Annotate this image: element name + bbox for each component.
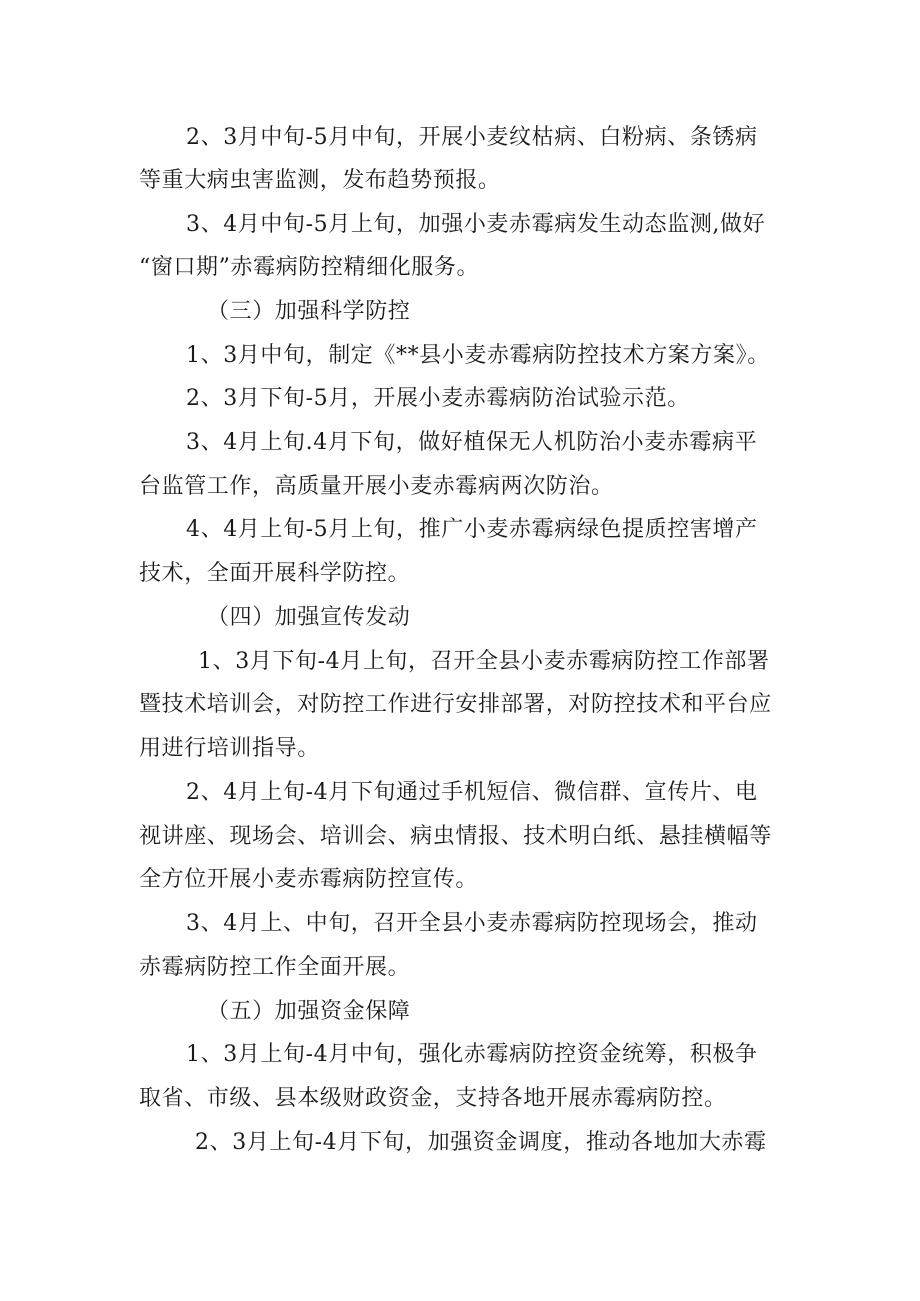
paragraph-line: 用进行培训指导。	[139, 736, 320, 761]
paragraph-line: 暨技术培训会，对防控工作进行安排部署，对防控技术和平台应	[139, 692, 772, 717]
paragraph-line: 取省、市级、县本级财政资金，支持各地开展赤霉病防控。	[139, 1086, 727, 1111]
paragraph-line: 2、3月上旬-4月下旬，加强资金调度，推动各地加大赤霉	[195, 1130, 767, 1155]
paragraph-line: 3、4月中旬-5月上旬，加强小麦赤霉病发生动态监测,做好	[186, 212, 766, 237]
paragraph-line: 1、3月上旬-4月中旬，强化赤霉病防控资金统筹，积极争	[186, 1042, 758, 1067]
paragraph-line: 2、3月下旬-5月，开展小麦赤霉病防治试验示范。	[186, 386, 690, 411]
paragraph-line: 台监管工作，高质量开展小麦赤霉病两次防治。	[139, 474, 614, 499]
section-heading: （三）加强科学防控	[207, 299, 411, 324]
section-heading: （四）加强宣传发动	[207, 605, 411, 630]
paragraph-line: 1、3月中旬，制定《**县小麦赤霉病防控技术方案方案》。	[186, 343, 770, 368]
paragraph-line: 1、3月下旬-4月上旬，召开全县小麦赤霉病防控工作部署	[198, 649, 770, 674]
paragraph-line: 3、4月上、中旬，召开全县小麦赤霉病防控现场会，推动	[186, 911, 758, 936]
paragraph-line: 视讲座、现场会、培训会、病虫情报、技术明白纸、悬挂横幅等	[139, 824, 772, 849]
paragraph-line: 2、4月上旬-4月下旬通过手机短信、微信群、宣传片、电	[186, 780, 758, 805]
paragraph-line: 赤霉病防控工作全面开展。	[139, 955, 411, 980]
section-heading: （五）加强资金保障	[207, 999, 411, 1024]
paragraph-line: 技术，全面开展科学防控。	[139, 561, 411, 586]
paragraph-line: 等重大病虫害监测，发布趋势预报。	[139, 168, 501, 193]
paragraph-line: 4、4月上旬-5月上旬，推广小麦赤霉病绿色提质控害增产	[186, 517, 758, 542]
paragraph-line: 3、4月上旬.4月下旬，做好植保无人机防治小麦赤霉病平	[186, 430, 758, 455]
paragraph-line: 全方位开展小麦赤霉病防控宣传。	[139, 867, 479, 892]
paragraph-line: “窗口期”赤霉病防控精细化服务。	[139, 255, 480, 280]
paragraph-line: 2、3月中旬-5月中旬，开展小麦纹枯病、白粉病、条锈病	[186, 125, 758, 150]
